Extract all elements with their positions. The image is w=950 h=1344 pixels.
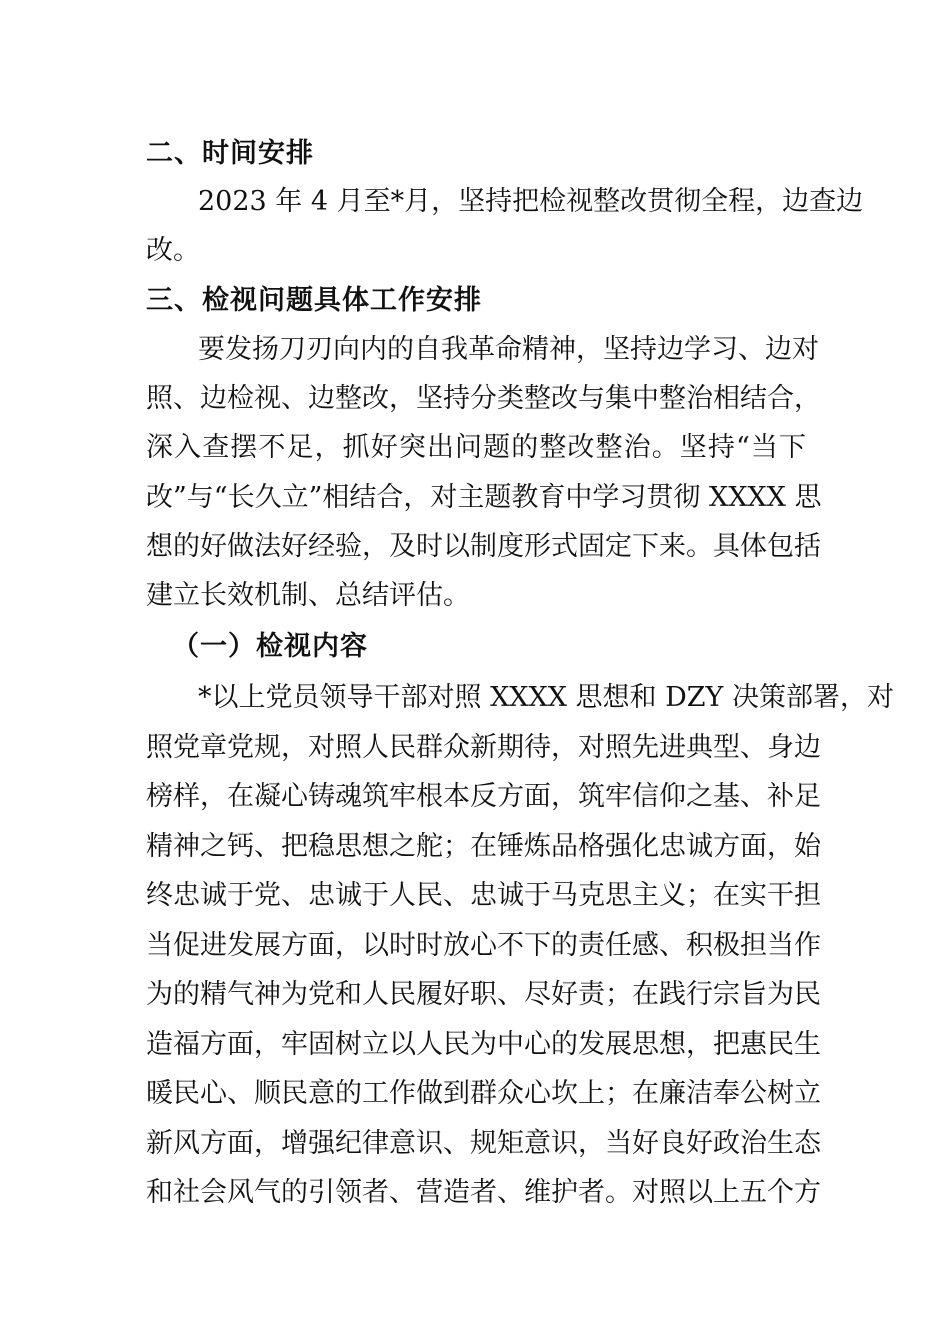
paragraph-line: 改。 — [146, 235, 200, 266]
paragraph-line: 改”与“长久立”相结合，对主题教育中学习贯彻 XXXX 思 — [146, 482, 822, 513]
subsection-heading-inspection-content: （一）检视内容 — [172, 631, 368, 662]
section-heading-inspection-arrangement: 三、检视问题具体工作安排 — [146, 285, 482, 316]
paragraph-line: 和社会风气的引领者、营造者、维护者。对照以上五个方 — [146, 1177, 821, 1208]
paragraph-line: 想的好做法好经验，及时以制度形式固定下来。具体包括 — [146, 531, 821, 562]
paragraph-line: 深入查摆不足，抓好突出问题的整改整治。坚持“当下 — [146, 432, 806, 463]
paragraph-line: 暖民心、顺民意的工作做到群众心坎上；在廉洁奉公树立 — [146, 1078, 821, 1109]
paragraph-line: 造福方面，牢固树立以人民为中心的发展思想，把惠民生 — [146, 1029, 821, 1060]
section-heading-time-schedule: 二、时间安排 — [146, 138, 314, 169]
paragraph-line: 照、边检视、边整改，坚持分类整改与集中整治相结合， — [146, 383, 821, 414]
paragraph-line: 新风方面，增强纪律意识、规矩意识，当好良好政治生态 — [146, 1128, 821, 1159]
paragraph-line: 2023 年 4 月至*月，坚持把检视整改贯彻全程，边查边 — [198, 186, 864, 217]
paragraph-line: 建立长效机制、总结评估。 — [146, 580, 470, 611]
paragraph-line: 当促进发展方面，以时时放心不下的责任感、积极担当作 — [146, 930, 821, 961]
paragraph-line: 要发扬刀刃向内的自我革命精神，坚持边学习、边对 — [198, 334, 819, 365]
paragraph-line: 精神之钙、把稳思想之舵；在锤炼品格强化忠诚方面，始 — [146, 831, 821, 862]
paragraph-line: 榜样，在凝心铸魂筑牢根本反方面，筑牢信仰之基、补足 — [146, 781, 821, 812]
paragraph-line: 终忠诚于党、忠诚于人民、忠诚于马克思主义；在实干担 — [146, 880, 821, 911]
paragraph-line: 照党章党规，对照人民群众新期待，对照先进典型、身边 — [146, 732, 821, 763]
paragraph-line: 为的精气神为党和人民履好职、尽好责；在践行宗旨为民 — [146, 979, 821, 1010]
paragraph-line: *以上党员领导干部对照 XXXX 思想和 DZY 决策部署，对 — [198, 682, 894, 713]
